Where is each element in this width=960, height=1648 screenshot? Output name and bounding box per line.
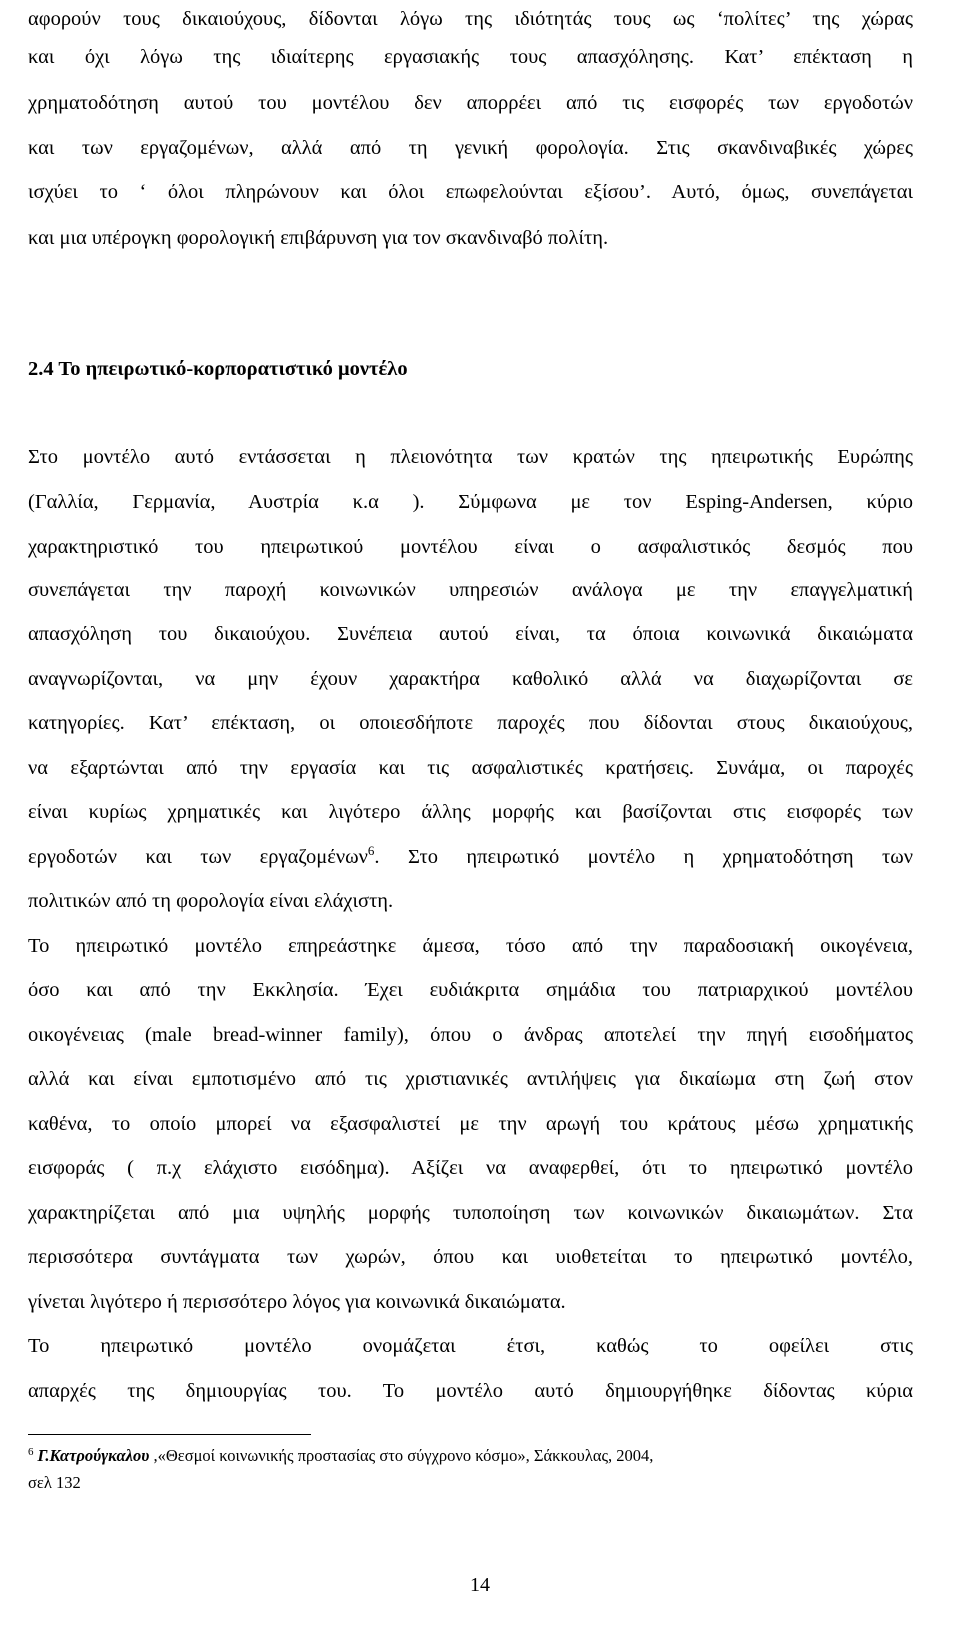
footnote: [28, 1443, 848, 1469]
line-text: . Στο ηπειρωτικό μοντέλο η χρηματοδότηση των: [374, 846, 913, 868]
footnote-continuation: σελ 132: [28, 1473, 81, 1492]
paragraph-line: απαρχές της δημιουργίας του. Το μοντέλο αυτό δημιουργήθηκε δίδοντας κύρια: [28, 1380, 913, 1402]
paragraph-line: χρηματοδότηση αυτού του μοντέλου δεν απορρέει από τις εισφορές των εργοδοτών: [28, 92, 913, 114]
paragraph-line: χαρακτηρίζεται από μια υψηλής μορφής τυποποίηση των κοινωνικών δικαιωμάτων. Στα: [28, 1202, 913, 1224]
paragraph-line: καθένα, το οποίο μπορεί να εξασφαλιστεί με την αρωγή του κράτους μέσω χρηματικής: [28, 1113, 913, 1135]
paragraph-line: και των εργαζομένων, αλλά από τη γενική φορολογία. Στις σκανδιναβικές χώρες: [28, 137, 913, 159]
paragraph-line: αφορούν τους δικαιούχους, δίδονται λόγω της ιδιότητάς τους ως ‘πολίτες’ της χώρας: [28, 8, 913, 30]
paragraph-line: και όχι λόγω της ιδιαίτερης εργασιακής τους απασχόλησης. Κατ’ επέκταση η: [28, 46, 913, 68]
footnote-separator: [28, 1434, 311, 1435]
paragraph-line: (Γαλλία, Γερμανία, Αυστρία κ.α ). Σύμφωνα με τον Esping-Andersen, κύριο: [28, 491, 913, 513]
paragraph-line: απασχόληση του δικαιούχου. Συνέπεια αυτού είναι, τα όποια κοινωνικά δικαιώματα: [28, 623, 913, 645]
paragraph-line: χαρακτηριστικό του ηπειρωτικού μοντέλου είναι ο ασφαλιστικός δεσμός που: [28, 536, 913, 558]
paragraph-line: αλλά και είναι εμποτισμένο από τις χριστιανικές αντιλήψεις για δικαίωμα στη ζωή στον: [28, 1068, 913, 1090]
footnote-mark: 6: [28, 1445, 34, 1458]
paragraph-line: οικογένειας (male bread-winner family), όπου ο άνδρας αποτελεί την πηγή εισοδήματος: [28, 1024, 913, 1046]
footnote-reference[interactable]: 6: [367, 843, 375, 859]
paragraph-line: είναι κυρίως χρηματικές και λιγότερο άλλης μορφής και βασίζονται στις εισφορές των: [28, 801, 913, 823]
section-heading: 2.4 Το ηπειρωτικό-κορπορατιστικό μοντέλο: [28, 358, 408, 380]
paragraph-line: πολιτικών από τη φορολογία είναι ελάχιστη.: [28, 890, 394, 912]
paragraph-line: γίνεται λιγότερο ή περισσότερο λόγος για κοινωνικά δικαιώματα.: [28, 1291, 566, 1313]
paragraph-line: κατηγορίες. Κατ’ επέκταση, οι οποιεσδήποτε παροχές που δίδονται στους δικαιούχους,: [28, 712, 913, 734]
paragraph-line: όσο και από την Εκκλησία. Έχει ευδιάκριτα σημάδια του πατριαρχικού μοντέλου: [28, 979, 913, 1001]
paragraph-line: να εξαρτώνται από την εργασία και τις ασφαλιστικές κρατήσεις. Συνάμα, οι παροχές: [28, 757, 913, 779]
paragraph-line: περισσότερα συντάγματα των χωρών, όπου και υιοθετείται το ηπειρωτικό μοντέλο,: [28, 1246, 913, 1268]
page-number: 14: [470, 1574, 490, 1596]
paragraph-line: και μια υπέρογκη φορολογική επιβάρυνση για τον σκανδιναβό πολίτη.: [28, 227, 609, 249]
paragraph-line: εισφοράς ( π.χ ελάχιστο εισόδημα). Αξίζει να αναφερθεί, ότι το ηπειρωτικό μοντέλο: [28, 1157, 913, 1179]
paragraph-line: Το ηπειρωτικό μοντέλο ονομάζεται έτσι, καθώς το οφείλει στις: [28, 1335, 913, 1357]
paragraph-line-with-footnote-ref: [28, 842, 913, 872]
line-text: εργοδοτών και των εργαζομένων: [28, 846, 368, 868]
paragraph-line: αναγνωρίζονται, να μην έχουν χαρακτήρα καθολικό αλλά να διαχωρίζονται σε: [28, 668, 913, 690]
paragraph-line: συνεπάγεται την παροχή κοινωνικών υπηρεσιών ανάλογα με την επαγγελματική: [28, 579, 913, 601]
paragraph-line: Το ηπειρωτικό μοντέλο επηρεάστηκε άμεσα, τόσο από την παραδοσιακή οικογένεια,: [28, 935, 913, 957]
footnote-author: Γ.Κατρούγκαλου: [37, 1446, 150, 1465]
paragraph-line: Στο μοντέλο αυτό εντάσσεται η πλειονότητα των κρατών της ηπειρωτικής Ευρώπης: [28, 446, 913, 468]
paragraph-line: ισχύει το ‘ όλοι πληρώνουν και όλοι επωφελούνται εξίσου’. Αυτό, όμως, συνεπάγεται: [28, 181, 913, 203]
footnote-text: ,«Θεσμοί κοινωνικής προστασίας στο σύγχρονο κόσμο», Σάκκουλας, 2004,: [149, 1446, 654, 1465]
